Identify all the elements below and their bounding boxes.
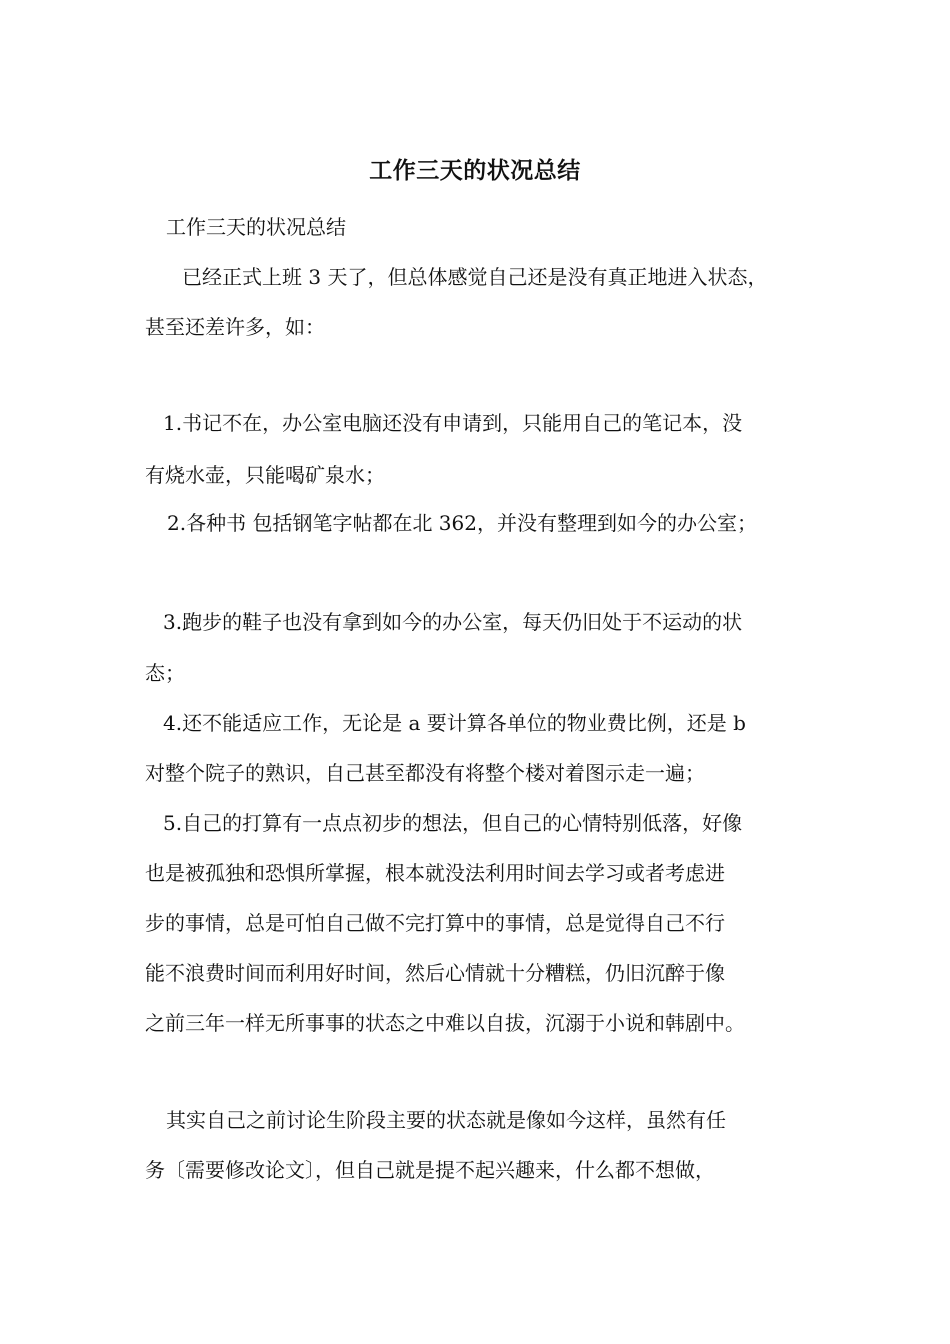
text-line: 态；	[145, 661, 185, 685]
text-line: 3.跑步的鞋子也没有拿到如今的办公室，每天仍旧处于不运动的状	[163, 610, 743, 634]
text-line: 已经正式上班 3 天了，但总体感觉自己还是没有真正地进入状态，	[182, 265, 768, 289]
document-title: 工作三天的状况总结	[369, 157, 581, 184]
text-line: 之前三年一样无所事事的状态之中难以自拔，沉溺于小说和韩剧中。	[145, 1011, 745, 1035]
text-line: 5.自己的打算有一点点初步的想法，但自己的心情特别低落，好像	[163, 811, 743, 835]
text-line: 有烧水壶，只能喝矿泉水；	[145, 463, 385, 487]
text-line: 对整个院子的熟识，自己甚至都没有将整个楼对着图示走一遍；	[145, 761, 705, 785]
text-line: 务〔需要修改论文〕，但自己就是提不起兴趣来，什么都不想做，	[145, 1158, 715, 1182]
text-line: 甚至还差许多，如：	[145, 315, 325, 339]
text-line: 2.各种书 包括钢笔字帖都在北 362，并没有整理到如今的办公室；	[167, 511, 757, 535]
subtitle-line: 工作三天的状况总结	[166, 215, 346, 239]
text-line: 也是被孤独和恐惧所掌握，根本就没法利用时间去学习或者考虑进	[145, 861, 725, 885]
text-line: 能不浪费时间而利用好时间，然后心情就十分糟糕，仍旧沉醉于像	[145, 961, 725, 985]
text-line: 1.书记不在，办公室电脑还没有申请到，只能用自己的笔记本，没	[163, 411, 743, 435]
text-line: 步的事情，总是可怕自己做不完打算中的事情，总是觉得自己不行	[145, 911, 725, 935]
text-line: 其实自己之前讨论生阶段主要的状态就是像如今这样，虽然有任	[166, 1108, 726, 1132]
text-line: 4.还不能适应工作，无论是 a 要计算各单位的物业费比例，还是 b	[163, 711, 746, 735]
